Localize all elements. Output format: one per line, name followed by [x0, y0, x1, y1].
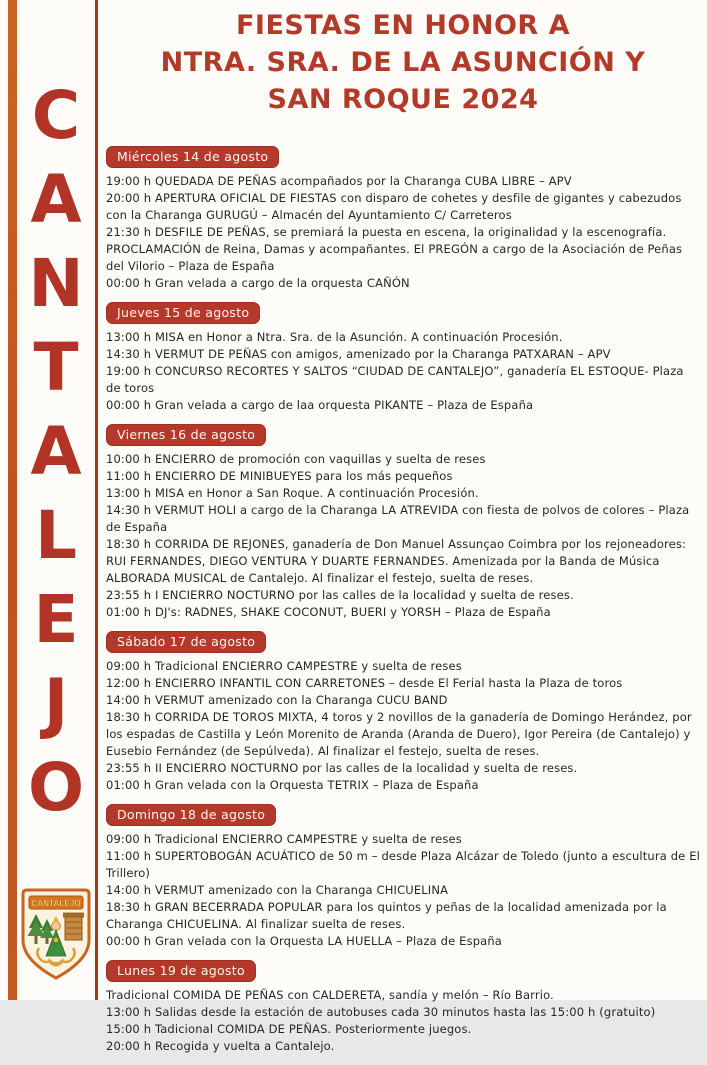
title-line-3: SAN ROQUE 2024: [267, 84, 539, 115]
event-line: 09:00 h Tradicional ENCIERRO CAMPESTRE y suelta de reses: [106, 659, 462, 673]
log-stack-icon: [64, 913, 84, 940]
town-letter: T: [33, 329, 79, 406]
event-line: 13:00 h MISA en Honor a Ntra. Sra. de la Asunción. A continuación Procesión.: [106, 330, 563, 344]
day-badge: Viernes 16 de agosto: [106, 424, 266, 446]
town-letter: E: [33, 581, 79, 658]
event-line: 01:00 h DJ's: RADNES, SHAKE COCONUT, BUERI y YORSH – Plaza de España: [106, 605, 551, 619]
day-section: [106, 960, 700, 1055]
event-line: 12:00 h ENCIERRO INFANTIL CON CARRETONES – desde El Ferial hasta la Plaza de toros: [106, 676, 623, 690]
event-line: 23:55 h I ENCIERRO NOCTURNO por las calles de la localidad y suelta de reses.: [106, 588, 574, 602]
day-section: [106, 302, 700, 414]
town-letter: C: [31, 77, 81, 154]
town-letter: A: [30, 413, 82, 490]
town-letter: J: [43, 665, 69, 742]
event-line: 19:00 h QUEDADA DE PEÑAS acompañados por la Charanga CUBA LIBRE – APV: [106, 174, 572, 188]
event-line: 15:00 h Tadicional COMIDA DE PEÑAS. Posteriormente juegos.: [106, 1022, 472, 1036]
town-letter: A: [30, 161, 82, 238]
event-line: 00:00 h Gran velada a cargo de laa orquesta PIKANTE – Plaza de España: [106, 398, 534, 412]
event-line: 10:00 h ENCIERRO de promoción con vaquillas y suelta de reses: [106, 452, 486, 466]
day-sections-list: [106, 146, 700, 1055]
town-letter: L: [34, 497, 78, 574]
event-line: 00:00 h Gran velada a cargo de la orquesta CAÑÓN: [106, 276, 410, 290]
day-badge: Domingo 18 de agosto: [106, 804, 276, 826]
left-accent-bar: [8, 0, 17, 1000]
day-badge: Lunes 19 de agosto: [106, 960, 256, 982]
event-line: 14:00 h VERMUT amenizado con la Charanga CHICUELINA: [106, 883, 449, 897]
program-content: [106, 0, 700, 1065]
town-crest: [21, 888, 91, 980]
event-line: 11:00 h ENCIERRO DE MINIBUEYES para los más pequeños: [106, 469, 453, 483]
event-line: Tradicional COMIDA DE PEÑAS con CALDERETA, sandía y melón – Río Barrio.: [106, 988, 554, 1002]
day-section: [106, 146, 700, 292]
day-badge: Miércoles 14 de agosto: [106, 146, 279, 168]
event-line: 20:00 h APERTURA OFICIAL DE FIESTAS con disparo de cohetes y desfile de gigantes y cabezudos con la Charanga GURUGÚ – Almacén del Ayuntamiento C/ Carreteros: [106, 191, 682, 222]
vertical-town-name: [28, 74, 84, 888]
event-line: 18:30 h CORRIDA DE REJONES, ganadería de Don Manuel Assunçao Coimbra por los rejoneadores: RUI FERNANDES, DIEGO VENTURA Y DUARTE FERNANDES. Amenizada por la Banda de Música ALBORADA MUSICAL de Cantalejo. Al finalizar el festejo, suelta de reses.: [106, 537, 687, 585]
event-line: 14:30 h VERMUT DE PEÑAS con amigos, amenizado por la Charanga PATXARAN – APV: [106, 347, 611, 361]
event-line: 18:30 h GRAN BECERRADA POPULAR para los quintos y peñas de la localidad amenizada por la Charanga CHICUELINA. Al finalizar suelta de reses.: [106, 900, 667, 931]
event-line: 19:00 h CONCURSO RECORTES Y SALTOS “CIUDAD DE CANTALEJO”, ganadería EL ESTOQUE- Plaza de toros: [106, 364, 684, 395]
event-line: 18:30 h CORRIDA DE TOROS MIXTA, 4 toros y 2 novillos de la ganadería de Domingo Herández, por los espadas de Castilla y León Morenito de Aranda (Aranda de Duero), Igor Pereira (de Cantalejo) y Eusebio Fernández (de Sepúlveda). Al finalizar el festejo, suelta de reses.: [106, 710, 692, 758]
day-badge: Sábado 17 de agosto: [106, 631, 266, 653]
event-line: 00:00 h Gran velada con la Orquesta LA HUELLA – Plaza de España: [106, 934, 503, 948]
event-line: 11:00 h SUPERTOBOGÁN ACUÁTICO de 50 m – desde Plaza Alcázar de Toledo (junto a escultura de El Trillero): [106, 849, 700, 880]
event-line: 01:00 h Gran velada con la Orquesta TETRIX – Plaza de España: [106, 778, 479, 792]
page-title: [106, 7, 700, 118]
title-line-1: FIESTAS EN HONOR A: [235, 10, 571, 41]
event-line: 23:55 h II ENCIERRO NOCTURNO por las calles de la localidad y suelta de reses.: [106, 761, 578, 775]
event-line: 09:00 h Tradicional ENCIERRO CAMPESTRE y suelta de reses: [106, 832, 462, 846]
title-line-2: NTRA. SRA. DE LA ASUNCIÓN Y: [160, 47, 646, 78]
day-section: [106, 424, 700, 621]
event-line: 20:00 h Recogida y vuelta a Cantalejo.: [106, 1039, 335, 1053]
sidebar-cantalejo: [17, 0, 95, 1000]
day-badge: Jueves 15 de agosto: [106, 302, 260, 324]
crest-banner-label: CANTALEJO: [31, 899, 81, 908]
event-line: 13:00 h MISA en Honor a San Roque. A continuación Procesión.: [106, 486, 479, 500]
event-line: 21:30 h DESFILE DE PEÑAS, se premiará la puesta en escena, la originalidad y la escenografía. PROCLAMACIÓN de Reina, Damas y acompañantes. El PREGÓN a cargo de la Asociación de Peñas del Vilorio – Plaza de España: [106, 225, 683, 273]
event-line: 14:00 h VERMUT amenizado con la Charanga CUCU BAND: [106, 693, 448, 707]
town-letter: O: [27, 749, 85, 826]
town-letter: N: [28, 245, 84, 322]
day-section: [106, 631, 700, 794]
event-line: 13:00 h Salidas desde la estación de autobuses cada 30 minutos hasta las 15:00 h (gratuito): [106, 1005, 656, 1019]
vertical-divider: [95, 0, 98, 1000]
event-line: 14:30 h VERMUT HOLI a cargo de la Charanga LA ATREVIDA con fiesta de polvos de colores – Plaza de España: [106, 503, 690, 534]
day-section: [106, 804, 700, 950]
